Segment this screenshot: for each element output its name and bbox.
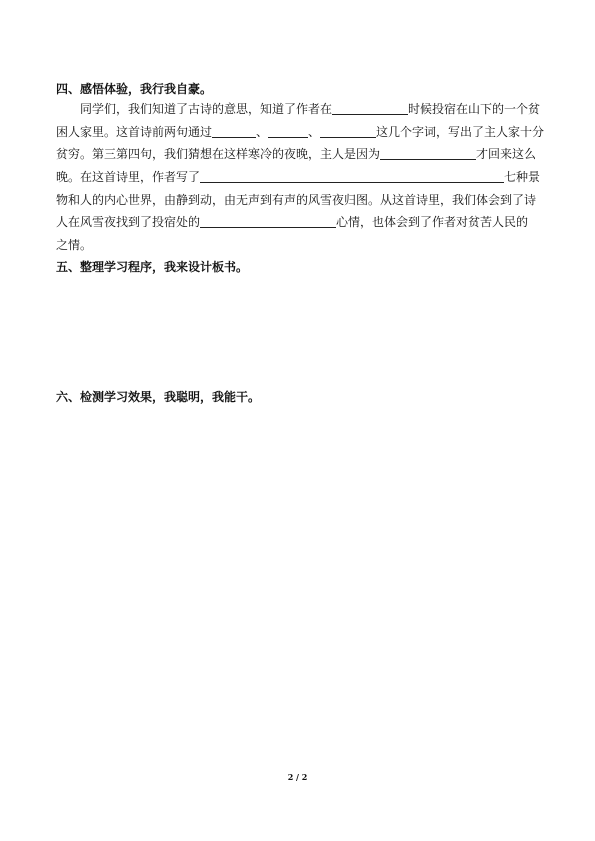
paragraph-line-5 — [56, 189, 544, 212]
section-6-heading: 六、检测学习效果，我聪明，我能干。 — [56, 390, 261, 404]
line-3-text-end: 才回来这么 — [476, 147, 537, 162]
blank-reason[interactable] — [380, 146, 476, 160]
line-1-text-end: 时候投宿在山下的一个贫 — [408, 102, 541, 116]
line-2-text-end: 这几个字词，写出了主人家十分 — [376, 124, 545, 139]
line-2-separator-2: 、 — [308, 124, 321, 139]
blank-word-3[interactable] — [320, 124, 376, 138]
paragraph-line-7 — [56, 234, 544, 257]
paragraph-line-4 — [56, 166, 544, 189]
blank-scenes[interactable] — [200, 169, 504, 183]
line-2-separator-1: 、 — [256, 124, 269, 139]
line-5-text: 物和人的内心世界，由静到动，由无声到有声的风雪夜归图。从这首诗里，我们体会到了诗 — [56, 192, 537, 207]
blank-time[interactable] — [332, 101, 408, 115]
blank-word-1[interactable] — [212, 124, 256, 138]
section-5-heading: 五、整理学习程序，我来设计板书。 — [56, 260, 249, 274]
paragraph-line-1 — [56, 98, 544, 121]
page-number: 2 / 2 — [287, 772, 308, 782]
line-3-text-start: 贫穷。第三第四句，我们猜想在这样寒冷的夜晚，主人是因为 — [56, 147, 381, 162]
line-7-text: 之情。 — [56, 238, 93, 253]
blank-feeling[interactable] — [200, 214, 336, 228]
line-1-text-start: 同学们，我们知道了古诗的意思，知道了作者在 — [56, 102, 333, 116]
line-4-text-start: 晚。在这首诗里，作者写了 — [56, 170, 201, 185]
paragraph-line-2 — [56, 121, 544, 144]
section-4-paragraph — [56, 98, 544, 257]
line-4-text-end: 七种景 — [504, 170, 541, 185]
section-4-heading: 四、感悟体验，我行我自豪。 — [56, 82, 213, 96]
paragraph-line-3 — [56, 143, 544, 166]
line-6-text-end: 心情，也体会到了作者对贫苦人民的 — [336, 215, 529, 230]
blank-word-2[interactable] — [268, 124, 308, 138]
line-6-text-start: 人在风雪夜找到了投宿处的 — [56, 215, 201, 230]
paragraph-line-6 — [56, 211, 544, 234]
line-2-text-start: 困人家里。这首诗前两句通过 — [56, 124, 213, 139]
